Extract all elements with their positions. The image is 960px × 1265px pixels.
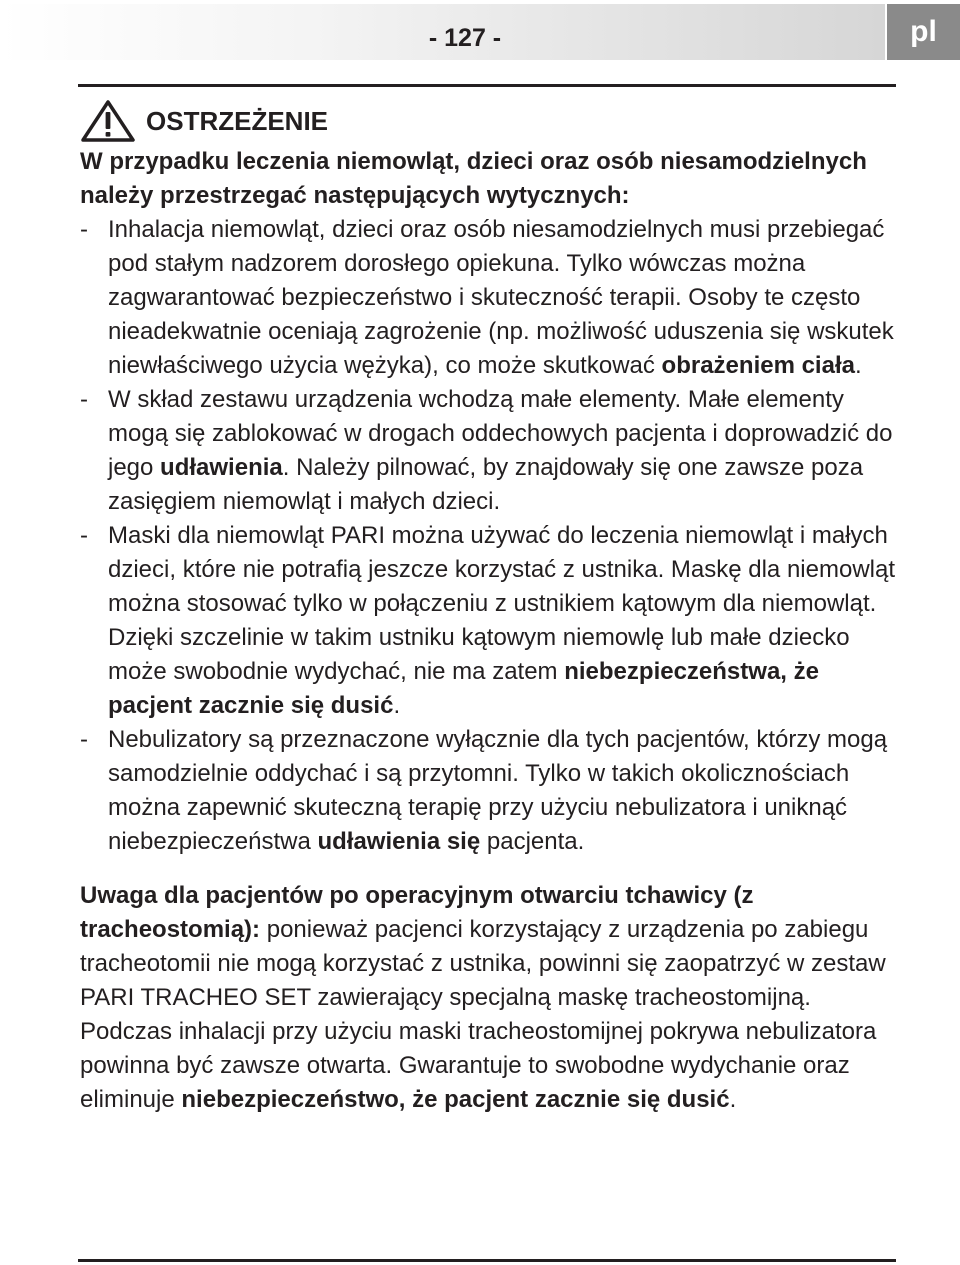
warning-item <box>80 519 896 723</box>
warning-heading <box>80 100 896 142</box>
warning-item-text <box>108 213 896 383</box>
item-text: W skład zestawu urządzenia wchodzą małe elementy. Małe elementy mogą się zablokować w drogach oddechowych pacjenta i doprowadzić do jego <box>108 386 893 481</box>
item-text-end: . <box>393 692 401 719</box>
item-text-end: . Należy pilnować, by znajdowały się one zawsze poza zasięgiem niemowląt i małych dzieci. <box>108 454 864 515</box>
bullet-dash: - <box>80 726 88 753</box>
warning-item <box>80 383 896 519</box>
item-text: Nebulizatory są przeznaczone wyłącznie dla tych pacjentów, którzy mogą samodzielnie oddychać i są przytomni. Tylko w takich okolicznościach można zapewnić skuteczną terapię przy użyciu nebulizatora i uniknąć niebezpieczeństwa <box>108 726 888 855</box>
top-rule <box>78 84 896 87</box>
note-emphasis: niebezpieczeństwo, że pacjent zacznie się dusić <box>181 1086 730 1113</box>
item-text: Inhalacja niemowląt, dzieci oraz osób niesamodzielnych musi przebiegać pod stałym nadzorem dorosłego opiekuna. Tylko wówczas można zagwarantować bezpieczeństwo i skuteczność terapii. Osoby te często nieadekwatnie oceniają zagrożenie (np. możliwość uduszenia się wskutek niewłaściwego użycia wężyka), co może skutkować <box>108 216 894 379</box>
item-text-end: . <box>854 352 862 379</box>
bullet-dash: - <box>80 522 88 549</box>
bullet-dash: - <box>80 216 88 243</box>
warning-item-text <box>108 383 896 519</box>
item-text: Maski dla niemowląt PARI można używać do leczenia niemowląt i małych dzieci, które nie potrafią jeszcze korzystać z ustnika. Maskę dla niemowląt można stosować tylko w połączeniu z ustnikiem kątowym dla niemowląt. Dzięki szczelinie w takim ustniku kątowym niemowlę lub małe dziecko może swobodnie wydychać, nie ma zatem <box>108 522 895 685</box>
item-emphasis: udławienia się <box>317 828 481 855</box>
item-emphasis: niebezpieczeństwa, że pacjent zacznie się dusić <box>108 658 819 719</box>
language-code: pl <box>910 15 937 48</box>
page-number: - 127 - <box>428 24 502 52</box>
warning-item-text <box>108 723 896 859</box>
warning-intro: W przypadku leczenia niemowląt, dzieci oraz osób niesamodzielnych należy przestrzegać następujących wytycznych: <box>80 148 867 209</box>
warning-item <box>80 213 896 383</box>
item-emphasis: udławienia <box>160 454 283 481</box>
page-content <box>80 100 896 1117</box>
tracheostomy-note <box>80 879 896 1117</box>
item-emphasis: obrażeniem ciała <box>661 352 855 379</box>
bullet-dash: - <box>80 386 88 413</box>
note-text: ponieważ pacjenci korzystający z urządzenia po zabiegu tracheotomii nie mogą korzystać z ustnika, powinni się zaopatrzyć w zestaw PARI TRACHEO SET zawierający specjalną maskę tracheostomijną. Podczas inhalacji przy użyciu maski tracheostomijnej pokrywa nebulizatora powinna być zawsze otwarta. Gwarantuje to swobodne wydychanie oraz eliminuje <box>80 916 886 1113</box>
warning-title: OSTRZEŻENIE <box>146 106 329 136</box>
note-lead: Uwaga dla pacjentów po operacyjnym otwarciu tchawicy (z tracheostomią): <box>80 882 754 943</box>
warning-item-text <box>108 519 896 723</box>
item-text-end: pacjenta. <box>480 828 585 855</box>
warning-triangle-icon <box>80 99 136 143</box>
language-tab <box>887 4 960 60</box>
bottom-rule <box>78 1259 896 1262</box>
note-text-end: . <box>729 1086 737 1113</box>
warning-item <box>80 723 896 859</box>
